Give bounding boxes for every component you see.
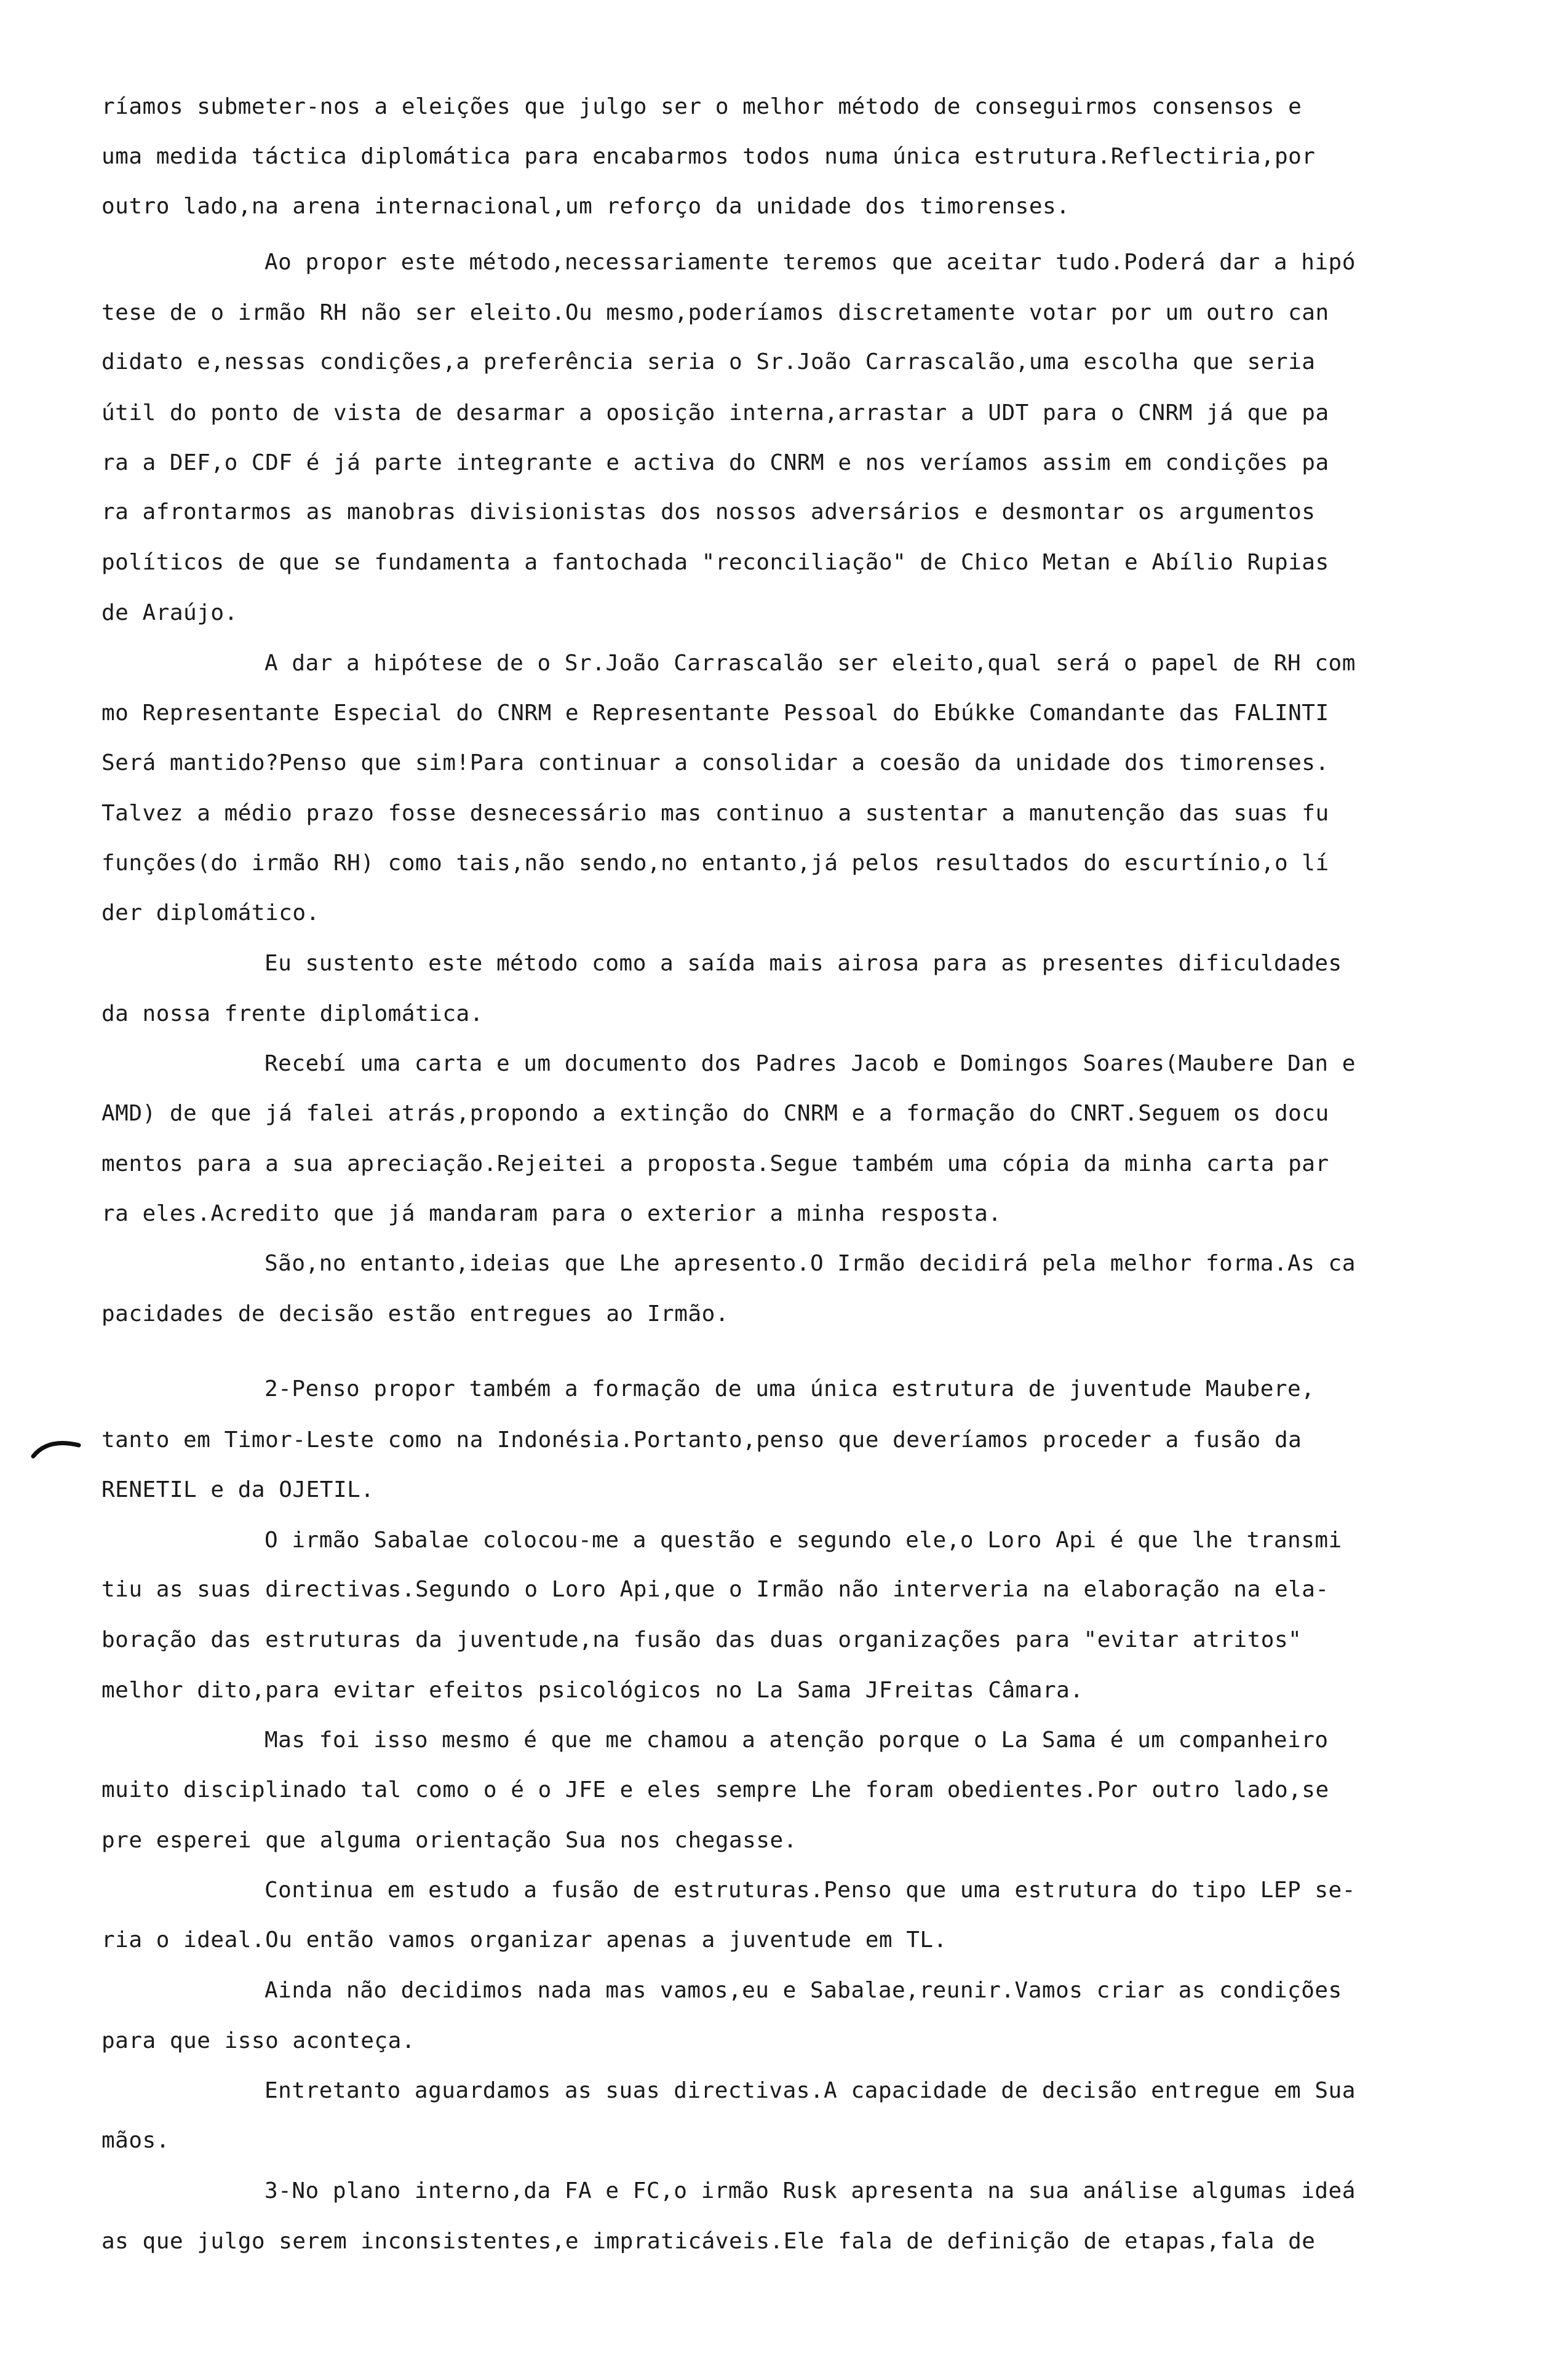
text-line: AMD) de que já falei atrás,propondo a extinção do CNRM e a formação do CNRT.Seguem os docu bbox=[101, 1101, 1329, 1126]
text-line: mo Representante Especial do CNRM e Representante Pessoal do Ebúkke Comandante das FALINTI bbox=[101, 700, 1329, 726]
text-line: São,no entanto,ideias que Lhe apresento.O Irmão decidirá pela melhor forma.As ca bbox=[264, 1251, 1356, 1276]
text-line: outro lado,na arena internacional,um reforço da unidade dos timorenses. bbox=[101, 194, 1070, 219]
text-line: tese de o irmão RH não ser eleito.Ou mesmo,poderíamos discretamente votar por um outro can bbox=[101, 300, 1329, 325]
text-line: tanto em Timor-Leste como na Indonésia.Portanto,penso que deveríamos proceder a fusão da bbox=[101, 1427, 1302, 1453]
text-line: ra eles.Acredito que já mandaram para o exterior a minha resposta. bbox=[101, 1201, 1002, 1226]
text-line: Será mantido?Penso que sim!Para continuar a consolidar a coesão da unidade dos timorenses. bbox=[101, 750, 1329, 775]
text-line: pre esperei que alguma orientação Sua nos chegasse. bbox=[101, 1828, 797, 1853]
text-line: para que isso aconteça. bbox=[101, 2028, 415, 2053]
text-line: políticos de que se fundamenta a fantochada "reconciliação" de Chico Metan e Abílio Rupias bbox=[101, 550, 1329, 575]
text-line: ra afrontarmos as manobras divisionistas dos nossos adversários e desmontar os argumentos bbox=[101, 499, 1316, 525]
text-line: der diplomático. bbox=[101, 900, 320, 926]
text-line: útil do ponto de vista de desarmar a oposição interna,arrastar a UDT para o CNRM já que pa bbox=[101, 400, 1329, 426]
text-line: Ainda não decidimos nada mas vamos,eu e Sabalae,reunir.Vamos criar as condições bbox=[264, 1978, 1342, 2003]
text-line: mãos. bbox=[101, 2128, 170, 2153]
text-line: de Araújo. bbox=[101, 600, 238, 625]
text-line: uma medida táctica diplomática para encabarmos todos numa única estrutura.Reflectiria,por bbox=[101, 144, 1316, 169]
text-line: 3-No plano interno,da FA e FC,o irmão Rusk apresenta na sua análise algumas ideá bbox=[264, 2178, 1356, 2203]
text-line: Ao propor este método,necessariamente teremos que aceitar tudo.Poderá dar a hipó bbox=[264, 250, 1356, 275]
text-line: funções(do irmão RH) como tais,não sendo,no entanto,já pelos resultados do escurtínio,o lí bbox=[101, 851, 1329, 876]
text-line: boração das estruturas da juventude,na fusão das duas organizações para "evitar atritos" bbox=[101, 1627, 1302, 1652]
text-line: Entretanto aguardamos as suas directivas.A capacidade de decisão entregue em Sua bbox=[264, 2078, 1356, 2103]
text-line: muito disciplinado tal como o é o JFE e eles sempre Lhe foram obedientes.Por outro lado,se bbox=[101, 1777, 1329, 1803]
text-line: pacidades de decisão estão entregues ao Irmão. bbox=[101, 1301, 729, 1327]
text-line: Eu sustento este método como a saída mais airosa para as presentes dificuldades bbox=[264, 951, 1342, 976]
text-line: A dar a hipótese de o Sr.João Carrascalão ser eleito,qual será o papel de RH com bbox=[264, 651, 1356, 676]
text-line: melhor dito,para evitar efeitos psicológicos no La Sama JFreitas Câmara. bbox=[101, 1678, 1084, 1703]
text-line: tiu as suas directivas.Segundo o Loro Api,que o Irmão não interveria na elaboração na ela- bbox=[101, 1577, 1329, 1602]
text-line: Mas foi isso mesmo é que me chamou a atenção porque o La Sama é um companheiro bbox=[264, 1727, 1329, 1753]
text-line: RENETIL e da OJETIL. bbox=[101, 1477, 375, 1502]
text-line: ria o ideal.Ou então vamos organizar apenas a juventude em TL. bbox=[101, 1927, 947, 1953]
text-line: Continua em estudo a fusão de estruturas.Penso que uma estrutura do tipo LEP se- bbox=[264, 1878, 1356, 1903]
text-line: Recebí uma carta e um documento dos Padres Jacob e Domingos Soares(Maubere Dan e bbox=[264, 1051, 1356, 1076]
text-line: ra a DEF,o CDF é já parte integrante e activa do CNRM e nos veríamos assim em condições pa bbox=[101, 450, 1329, 475]
text-line: didato e,nessas condições,a preferência seria o Sr.João Carrascalão,uma escolha que seria bbox=[101, 349, 1316, 375]
text-line: O irmão Sabalae colocou-me a questão e segundo ele,o Loro Api é que lhe transmi bbox=[264, 1528, 1342, 1553]
text-line: as que julgo serem inconsistentes,e impraticáveis.Ele fala de definição de etapas,fala de bbox=[101, 2229, 1316, 2254]
text-line: Talvez a médio prazo fosse desnecessário mas continuo a sustentar a manutenção das suas fu bbox=[101, 801, 1329, 826]
text-line: mentos para a sua apreciação.Rejeitei a proposta.Segue também uma cópia da minha carta par bbox=[101, 1151, 1329, 1176]
text-line: 2-Penso propor também a formação de uma única estrutura de juventude Maubere, bbox=[264, 1376, 1315, 1402]
handwritten-dash-mark bbox=[31, 1438, 92, 1462]
text-line: da nossa frente diplomática. bbox=[101, 1001, 483, 1026]
text-line: ríamos submeter-nos a eleições que julgo ser o melhor método de conseguirmos consensos e bbox=[101, 94, 1302, 119]
